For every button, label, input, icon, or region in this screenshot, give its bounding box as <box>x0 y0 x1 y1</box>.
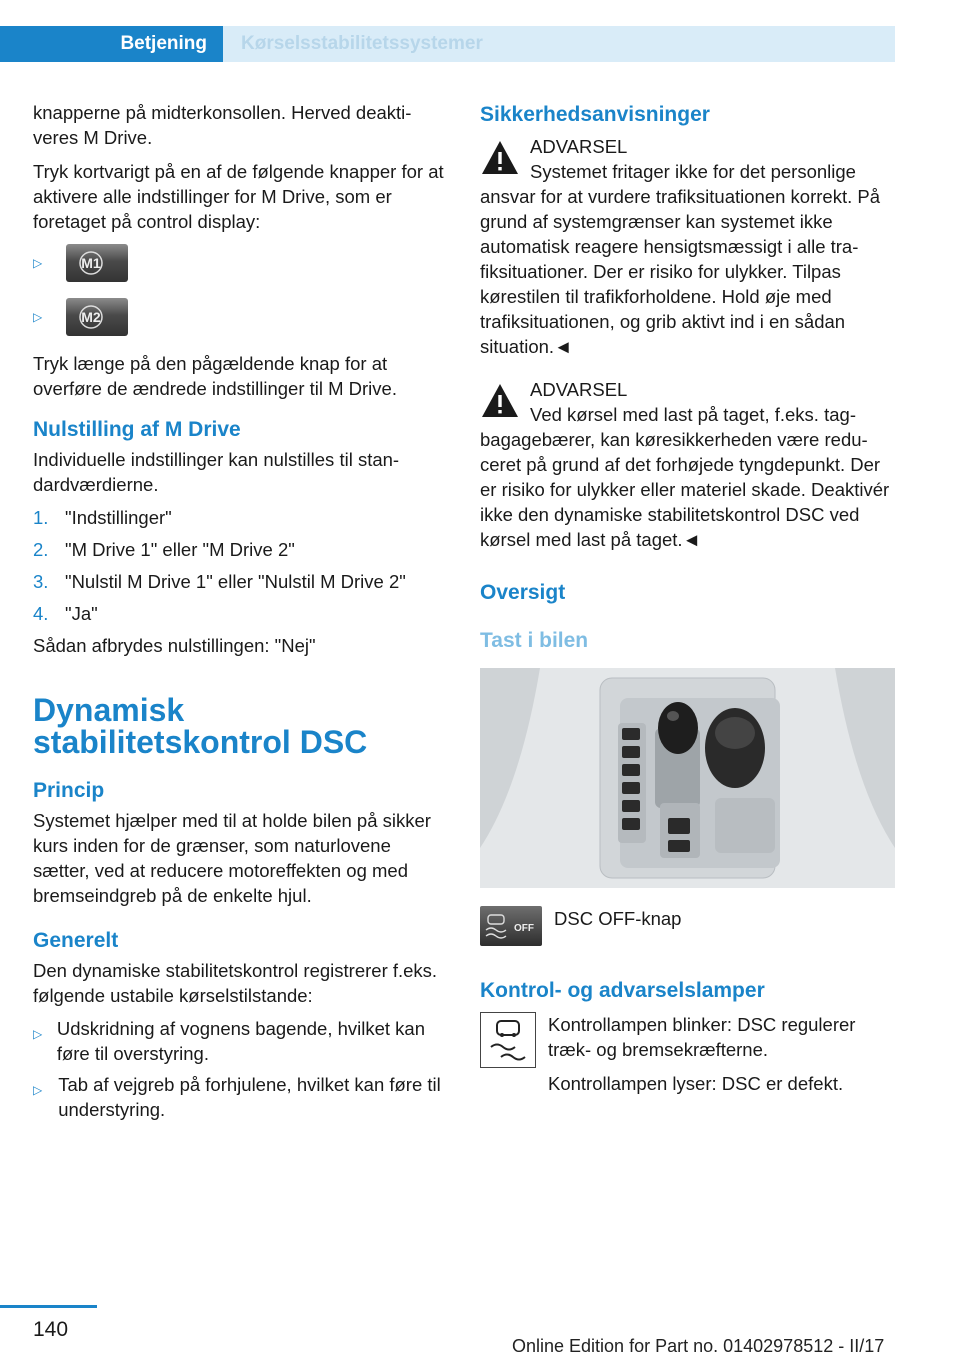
lamp-text-1: Kontrollampen blinker: DSC regulerer træk- og bremsekræfterne. <box>548 1014 856 1060</box>
reset-heading: Nulstilling af M Drive <box>33 418 241 441</box>
left-column <box>33 100 448 1128</box>
reset-steps-list <box>33 501 448 629</box>
section-tab: Betjening <box>0 26 223 62</box>
footer-rule <box>0 1305 97 1308</box>
dsc-off-button-icon <box>480 906 542 946</box>
triangle-bullet-icon: ▷ <box>33 1027 43 1041</box>
lamp-text-2: Kontrollampen lyser: DSC er defekt. <box>548 1073 844 1094</box>
reset-text: Individuelle indstillinger kan nulstilles til standardværdierne. <box>33 449 400 495</box>
triangle-bullet-icon: ▷ <box>33 1083 43 1097</box>
dsc-lamp-icon <box>480 1012 536 1068</box>
m1-button-label: M1 <box>81 255 101 271</box>
intro-paragraph-2: Tryk kortvarigt på en af de følgende knapper for at aktivere alle indstillinger for M Drive, som er foretaget på control display: <box>33 161 444 232</box>
page-number: 140 <box>33 1318 69 1341</box>
general-heading: Generelt <box>33 929 119 952</box>
m1-button-row <box>33 243 448 283</box>
list-item: 4. "Ja" <box>33 602 98 624</box>
triangle-bullet-icon: ▷ <box>33 255 43 270</box>
principle-heading: Princip <box>33 779 105 802</box>
main-heading: Dynamisk stabilitetskontrol DSC <box>33 692 368 760</box>
header-bar <box>0 26 895 62</box>
right-column <box>480 100 895 1105</box>
warning-icon <box>480 381 520 421</box>
list-item: ▷ Udskridning af vognens bagende, hvilket kan føre til overstyring. <box>33 1018 426 1064</box>
m2-button-label: M2 <box>81 309 101 325</box>
triangle-bullet-icon: ▷ <box>33 309 43 324</box>
warning-label: ADVARSEL <box>530 136 628 157</box>
dsc-off-icon-label: OFF <box>514 923 534 934</box>
cancel-text: Sådan afbrydes nulstillingen: "Nej" <box>33 635 316 656</box>
m2-button-icon <box>66 298 128 336</box>
dsc-off-row <box>480 906 895 946</box>
key-heading: Tast i bilen <box>480 629 589 652</box>
m1-button-icon <box>66 244 128 282</box>
intro-paragraph-1: knapperne på midterkonsollen. Herved deaktiveres M Drive. <box>33 102 412 148</box>
list-item: 2. "M Drive 1" eller "M Drive 2" <box>33 538 295 560</box>
lamps-heading: Kontrol- og advarselslamper <box>480 979 765 1002</box>
warning-icon <box>480 138 520 178</box>
dsc-lamp-row <box>480 1012 895 1105</box>
warning-block-1 <box>480 134 895 359</box>
chapter-tab: Kørselsstabilitetssystemer <box>223 26 895 62</box>
list-item: ▷ Tab af vejgreb på forhjulene, hvilket kan føre til understyring. <box>33 1074 441 1120</box>
edition-text: Online Edition for Part no. 01402978512 - II/17 <box>512 1336 885 1356</box>
principle-text: Systemet hjælper med til at holde bilen på sikker kurs inden for de grænser, som naturlovene sætter, ved at reducere motoreffekten og med bremseindgreb på de enkelte hjul. <box>33 810 431 906</box>
overview-heading: Oversigt <box>480 581 566 604</box>
intro-paragraph-3: Tryk længe på den pågældende knap for at overføre de ændrede indstillinger til M Drive. <box>33 353 397 399</box>
dsc-off-label: DSC OFF-knap <box>554 908 682 929</box>
m2-button-row <box>33 297 448 337</box>
general-text: Den dynamiske stabilitetskontrol registrerer f.eks. følgende ustabile kørselstilstande: <box>33 960 438 1006</box>
warning-text: Systemet fritager ikke for det personlige ansvar for at vurdere trafiksituationen korrekt. På grund af systemgrænser kan systemet ikke automatisk reagere hensigtsmæssigt i alle trafiksituationer. Der er risiko for ulykker. Tilpas kørestilen til trafikforholdene. Hold øje med trafiksituationen, og grib aktivt ind i en sådan situation.◄ <box>480 161 880 357</box>
warning-text: Ved kørsel med last på taget, f.eks. tagbagagebærer, kan køresikkerheden være reduceret på grund af det forhøjede tyngdepunkt. Der er risiko for ulykker eller materiel skade. Deaktivér ikke den dynamiske stabilitetskontrol DSC ved kørsel med last på taget.◄ <box>480 404 890 550</box>
list-item: 1. "Indstillinger" <box>33 506 172 528</box>
safety-heading: Sikkerhedsanvisninger <box>480 103 710 126</box>
warning-label: ADVARSEL <box>530 379 628 400</box>
warning-block-2 <box>480 377 895 552</box>
list-item: 3. "Nulstil M Drive 1" eller "Nulstil M Drive 2" <box>33 570 406 592</box>
center-console-photo <box>480 668 895 888</box>
